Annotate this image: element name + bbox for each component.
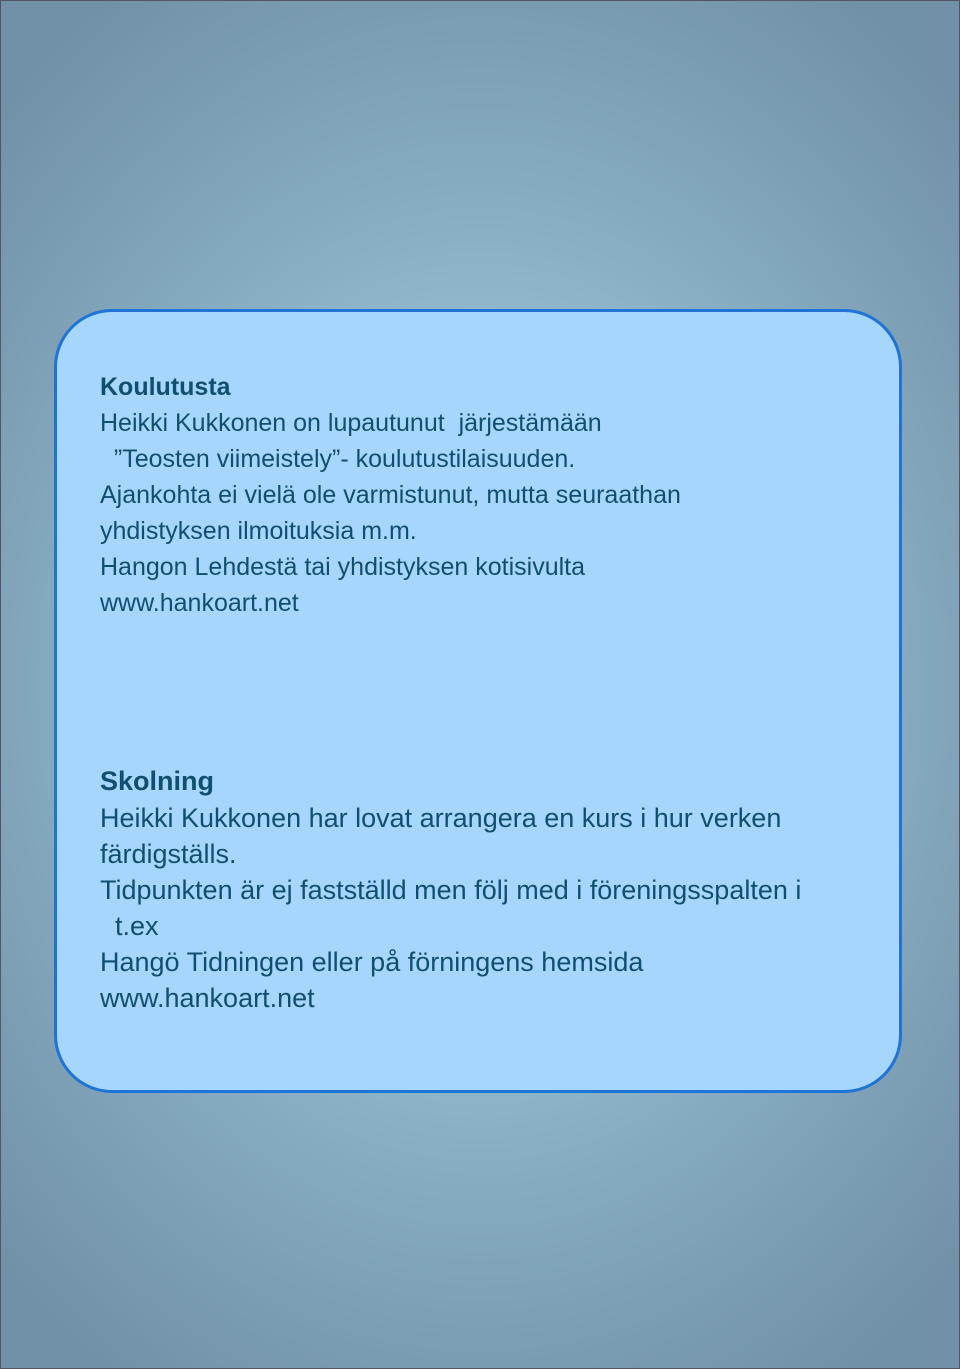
swedish-line: färdigställs. (100, 839, 237, 869)
swedish-line: t.ex (100, 911, 159, 941)
swedish-line: Heikki Kukkonen har lovat arrangera en kurs i hur verken (100, 803, 782, 833)
swedish-section (100, 762, 879, 1016)
finnish-line: Hangon Lehdestä tai yhdistyksen kotisivulta (100, 553, 586, 581)
finnish-line: Ajankohta ei vielä ole varmistunut, mutta seuraathan (100, 481, 681, 509)
info-box (54, 309, 902, 1093)
finnish-line: Heikki Kukkonen on lupautunut järjestämään (100, 409, 602, 437)
finnish-heading: Koulutusta (100, 373, 231, 401)
swedish-heading: Skolning (100, 766, 214, 796)
finnish-line: ”Teosten viimeistely”- koulutustilaisuuden. (100, 445, 576, 473)
swedish-website: www.hankoart.net (100, 983, 315, 1013)
swedish-line: Tidpunkten är ej fastställd men följ med i föreningsspalten i (100, 875, 802, 905)
finnish-website: www.hankoart.net (100, 589, 299, 617)
finnish-section (100, 369, 879, 621)
finnish-line: yhdistyksen ilmoituksia m.m. (100, 517, 417, 545)
swedish-line: Hangö Tidningen eller på förningens hemsida (100, 947, 644, 977)
